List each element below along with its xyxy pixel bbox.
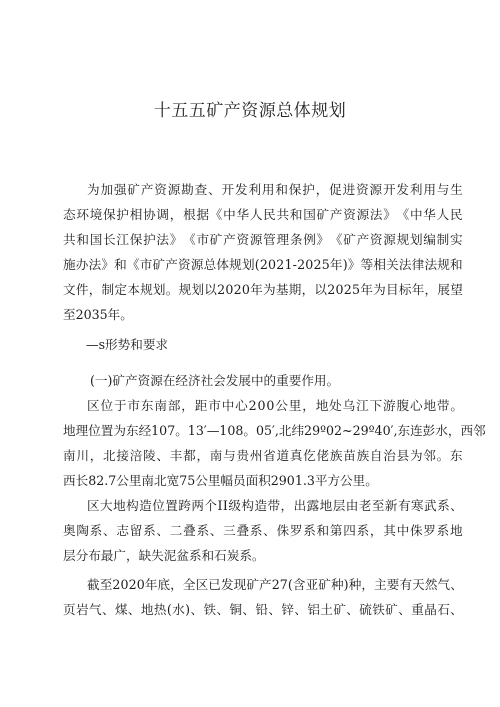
geology-line: 层分布最广，缺失泥盆系和石炭系。 xyxy=(63,548,265,563)
section-heading: —s形势和要求 xyxy=(86,337,169,352)
location-line: 区 位 于 市 东 南 部 ， 距 市 中 心 2 0 0 公 里 ， 地 处 乌 江 下 游 腹 心 地 带 。 xyxy=(87,398,463,413)
minerals-line: 截 至 2 0 2 0 年 底 ， 全 区 已 发 现 矿 产 2 7 ( 含 亚 矿 种 ) 种 ， 主 要 有 天 然 气 、 xyxy=(87,577,463,592)
intro-line: 至2035年。 xyxy=(63,307,133,322)
geology-line: 奥 陶 系 、 志 留 系 、 二 叠 系 、 三 叠 系 、 侏 罗 系 和 第 四 系 ， 其 中 侏 罗 系 地 xyxy=(63,523,463,538)
document-title: 十五五矿产资源总体规划 xyxy=(153,101,347,121)
intro-line: 态 环 境 保 护 相 协 调 ， 根 据 《 中 华 人 民 共 和 国 矿 产 资 源 法 》 《 中 华 人 民 xyxy=(63,207,463,222)
location-line: 地 理 位 置 为 东 经 1 0 7 。 1 3 ′ — 1 0 8 。 0 5 ′ , 北 纬 2 9 º 0 2 ~ 2 9 º 4 0 ′ , 东 连 彭 水 ， 西 邻 xyxy=(63,423,486,438)
intro-line: 文 件 ， 制 定 本 规 划 。 规 划 以 2 0 2 0 年 为 基 期 ， 以 2 0 2 5 年 为 目 标 年 ， 展 望 xyxy=(63,282,463,297)
minerals-line: 页 岩 气 、 煤 、 地 热 ( 水 ) 、 铁 、 铜 、 铅 、 锌 、 铝 土 矿 、 硫 铁 矿 、 重 晶 石 、 xyxy=(63,602,463,617)
intro-line: 施 办 法 》 和 《 市 矿 产 资 源 总 体 规 划 ( 2 0 2 1 - 2 0 2 5 年 ) 》 等 相 关 法 律 法 规 和 xyxy=(63,257,463,272)
geology-line: 区 大 地 构 造 位 置 跨 两 个 I I 级 构 造 带 ， 出 露 地 层 由 老 至 新 有 寒 武 系 、 xyxy=(87,498,463,513)
subsection-heading: (一)矿产资源在经济社会发展中的重要作用。 xyxy=(90,373,340,388)
location-line: 南 川 ， 北 接 涪 陵 、 丰 都 ， 南 与 贵 州 省 道 真 仡 佬 族 苗 族 自 治 县 为 邻 。 东 xyxy=(63,448,463,463)
intro-line: 为 加 强 矿 产 资 源 勘 查 、 开 发 利 用 和 保 护 ， 促 进 资 源 开 发 利 用 与 生 xyxy=(87,182,463,197)
location-line: 西长82.7公里南北宽75公里幅员面积2901.3平方公里。 xyxy=(63,473,378,488)
intro-line: 共 和 国 长 江 保 护 法 》 《 市 矿 产 资 源 管 理 条 例 》 《 矿 产 资 源 规 划 编 制 实 xyxy=(63,232,463,247)
